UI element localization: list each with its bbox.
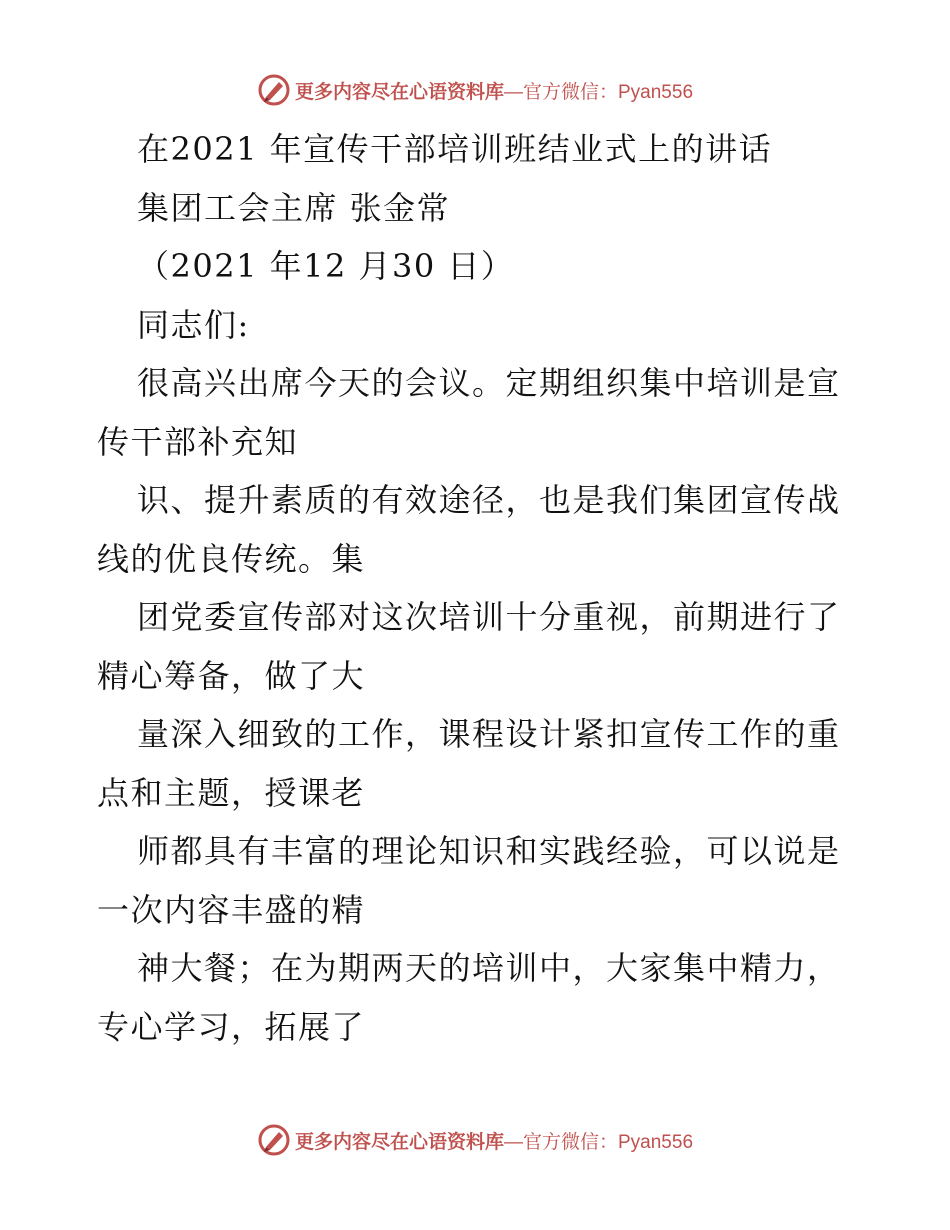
text-line: 传干部补充知: [97, 422, 299, 461]
text-line: 专心学习，拓展了: [97, 1007, 366, 1046]
banner-brand-text: 更多内容尽在心语资料库: [294, 1130, 504, 1153]
text-line: 在2021 年宣传干部培训班结业式上的讲话: [137, 130, 773, 168]
text-line: 集团工会主席 张金常: [137, 188, 451, 227]
pen-logo-icon: [257, 1123, 291, 1157]
text-line: 识、提升素质的有效途径，也是我们集团宣传战: [137, 481, 841, 519]
banner-contact-text: —官方微信：Pyan556: [504, 1131, 694, 1153]
footer-banner: [0, 1120, 950, 1160]
banner-brand-text: 更多内容尽在心语资料库: [294, 80, 504, 103]
header-banner: [0, 70, 950, 110]
document-body: [97, 120, 857, 1056]
text-line: 师都具有丰富的理论知识和实践经验，可以说是: [137, 832, 841, 870]
text-line: 线的优良传统。集: [97, 539, 366, 578]
text-line: 很高兴出席今天的会议。定期组织集中培训是宣: [137, 364, 841, 402]
text-line: 精心筹备，做了大: [97, 656, 366, 695]
text-line: 同志们:: [137, 305, 250, 344]
text-line: 量深入细致的工作，课程设计紧扣宣传工作的重: [137, 715, 841, 753]
banner-contact-text: —官方微信：Pyan556: [504, 81, 694, 103]
pen-logo-icon: [257, 73, 291, 107]
text-line: 团党委宣传部对这次培训十分重视，前期进行了: [137, 598, 841, 636]
text-line: 一次内容丰盛的精: [97, 890, 366, 929]
text-line: 神大餐；在为期两天的培训中，大家集中精力，: [137, 949, 841, 987]
text-line: （2021 年12 月30 日）: [137, 247, 515, 285]
text-line: 点和主题，授课老: [97, 773, 366, 812]
